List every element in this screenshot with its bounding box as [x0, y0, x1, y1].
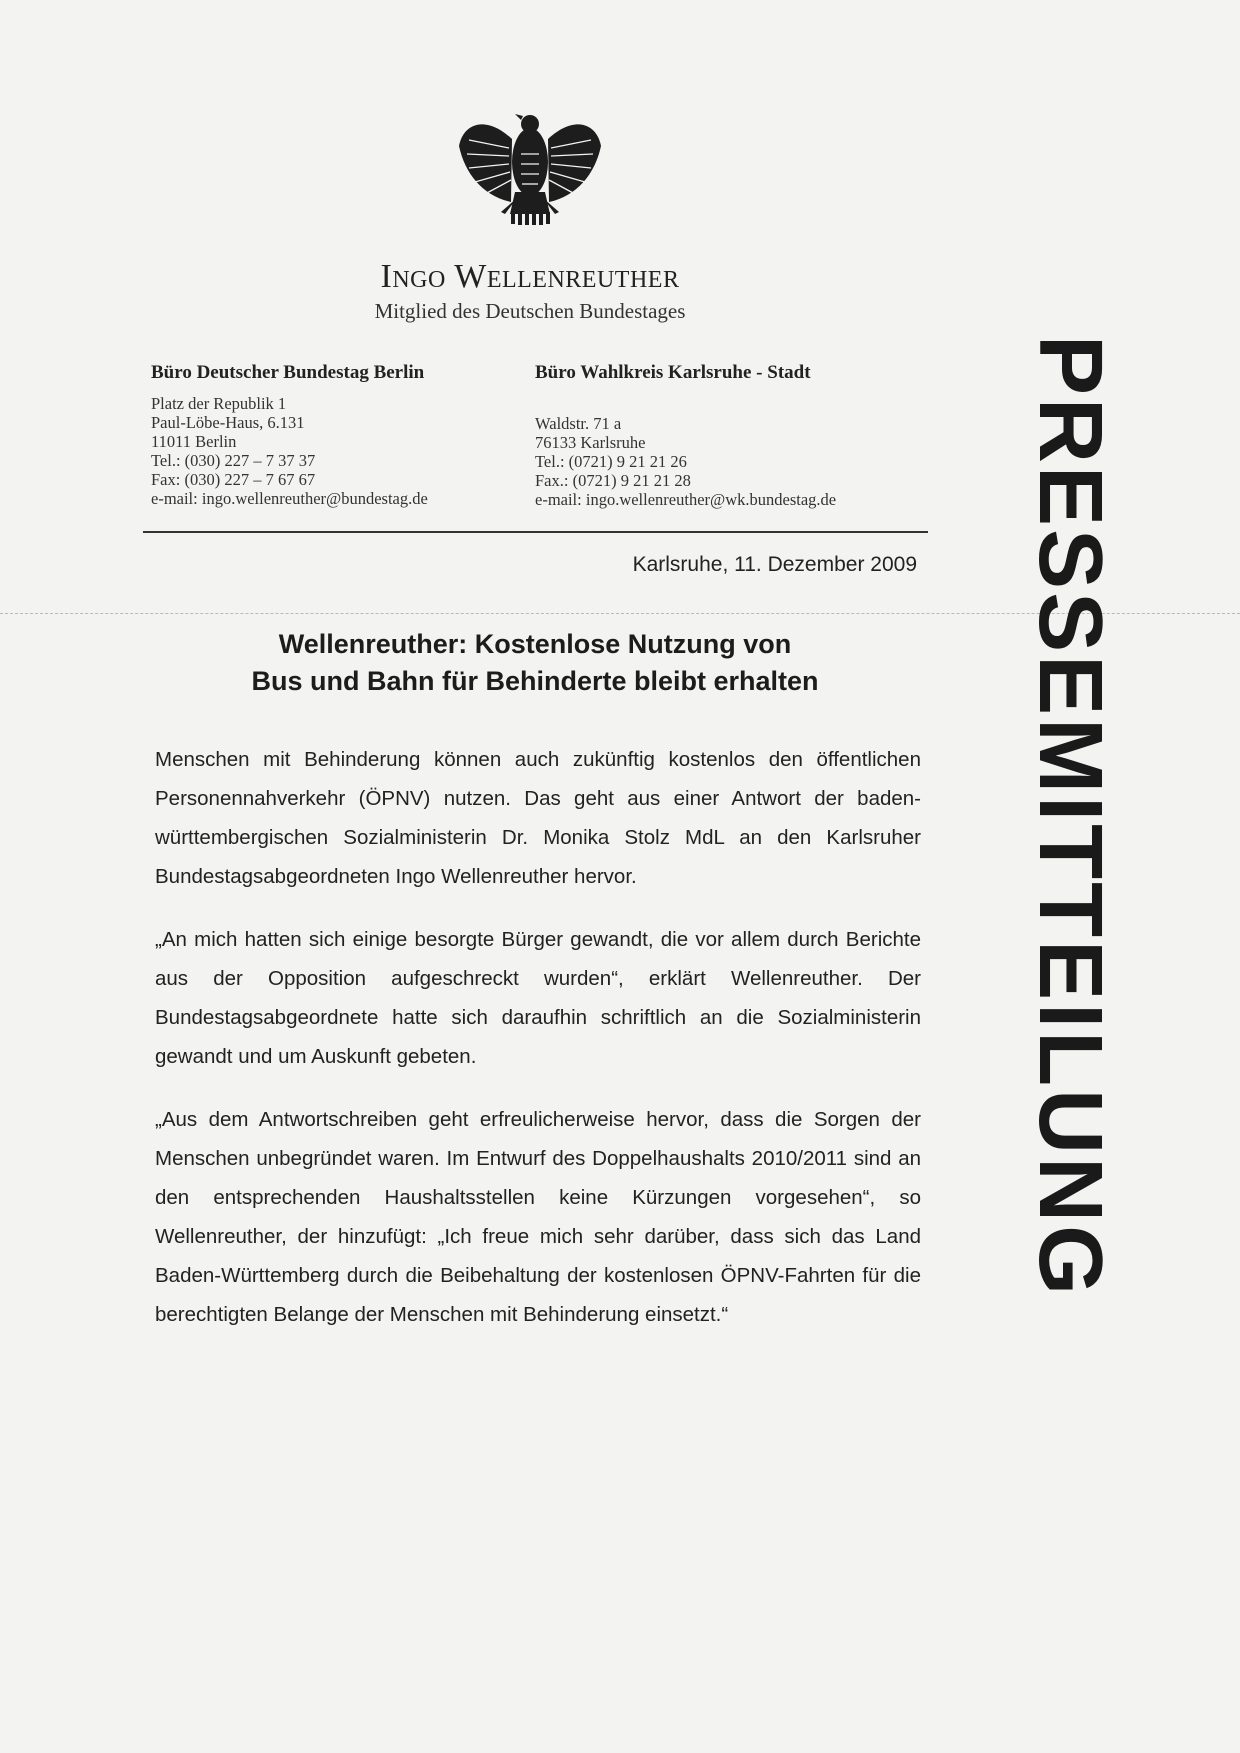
- paragraph: „Aus dem Antwortschreiben geht erfreulicherweise hervor, dass die Sorgen der Menschen unbegründet waren. Im Entwurf des Doppelhaushalts 2010/2011 sind an den entsprechenden Haushaltsstellen keine Kürzungen vorgesehen“, so Wellenreuther, der hinzufügt: „Ich freue mich sehr darüber, dass sich das Land Baden-Württemberg durch die Beibehaltung der kostenlosen ÖPNV-Fahrten für die berechtigten Belange der Menschen mit Behinderung einsetzt.“: [155, 1108, 921, 1326]
- office-email: e-mail: ingo.wellenreuther@bundestag.de: [151, 489, 428, 508]
- header-divider: [143, 531, 928, 533]
- side-title: PRESSEMITTEILUNG: [1020, 335, 1120, 1299]
- office-karlsruhe: [535, 362, 836, 509]
- office-address-line: 76133 Karlsruhe: [535, 433, 646, 452]
- headline: [150, 626, 920, 700]
- office-email: e-mail: ingo.wellenreuther@wk.bundestag.de: [535, 490, 837, 509]
- office-address-line: Paul-Löbe-Haus, 6.131: [151, 413, 305, 432]
- member-role: Mitglied des Deutschen Bundestages: [374, 299, 686, 323]
- office-address-line: Waldstr. 71 a: [535, 414, 622, 433]
- member-name: Ingo Wellenreuther: [380, 258, 680, 295]
- office-address-line: Platz der Republik 1: [151, 394, 287, 413]
- office-address-line: 11011 Berlin: [151, 432, 237, 451]
- headline-line: Wellenreuther: Kostenlose Nutzung von: [278, 629, 792, 659]
- headline-line: Bus und Bahn für Behinderte bleibt erhalten: [251, 666, 819, 696]
- paragraph: „An mich hatten sich einige besorgte Bürger gewandt, die vor allem durch Berichte aus der Opposition aufgeschreckt wurden“, erklärt Wellenreuther. Der Bundestagsabgeordnete hatte sich daraufhin schriftlich an die Sozialministerin gewandt und um Auskunft gebeten.: [155, 928, 921, 1068]
- office-fax: Fax: (030) 227 – 7 67 67: [151, 470, 316, 489]
- office-phone: Tel.: (0721) 9 21 21 26: [535, 452, 687, 471]
- office-heading: Büro Wahlkreis Karlsruhe - Stadt: [535, 362, 811, 383]
- office-fax: Fax.: (0721) 9 21 21 28: [535, 471, 691, 490]
- bundestag-eagle-icon: [455, 104, 605, 226]
- office-phone: Tel.: (030) 227 – 7 37 37: [151, 451, 316, 470]
- dateline: Karlsruhe, 11. Dezember 2009: [632, 553, 917, 576]
- office-heading: Büro Deutscher Bundestag Berlin: [151, 362, 425, 383]
- paragraph: Menschen mit Behinderung können auch zukünftig kostenlos den öffentlichen Personennahverkehr (ÖPNV) nutzen. Das geht aus einer Antwort der baden-württembergischen Sozialministerin Dr. Monika Stolz MdL an den Karlsruher Bundestagsabgeordneten Ingo Wellenreuther hervor.: [155, 748, 921, 888]
- article-body: [155, 740, 921, 1358]
- office-berlin: [151, 362, 428, 508]
